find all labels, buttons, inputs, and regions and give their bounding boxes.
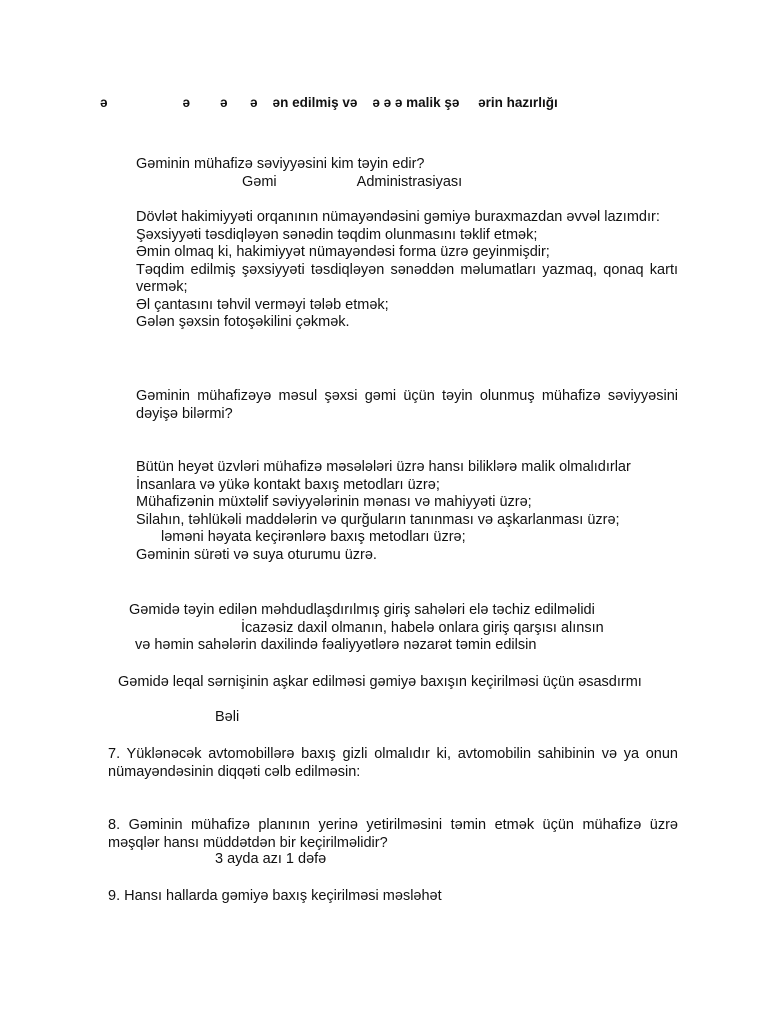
question-4-option: ləməni həyata keçirənlərə baxış metodları üzrə; (161, 529, 466, 545)
question-2-text: Dövlət hakimiyyəti orqanının nümayəndəsini gəmiyə buraxmazdan əvvəl lazımdır: (136, 209, 660, 225)
question-2-option: Gələn şəxsin fotoşəkilini çəkmək. (136, 314, 350, 330)
question-3 (136, 388, 678, 423)
question-8-text: 8. Gəminin mühafizə planının yerinə yetirilməsini təmin etmək üçün mühafizə üzrə məşqlər hansı müddətdən bir keçirilməlidir? (108, 817, 678, 851)
question-2 (136, 209, 678, 332)
question-6-text: Gəmidə leqal sərnişinin aşkar edilməsi gəmiyə baxışın keçirilməsi üçün əsasdırmı (118, 674, 642, 690)
question-1 (136, 156, 676, 191)
question-7 (108, 746, 678, 781)
question-4 (136, 459, 696, 564)
question-4-option: Silahın, təhlükəli maddələrin və qurğuların tanınması və aşkarlanması üzrə; (136, 511, 620, 528)
question-1-answer (136, 174, 676, 192)
question-5-line-1: Gəmidə təyin edilən məhdudlaşdırılmış giriş sahələri elə təchiz edilməlidi (129, 602, 595, 618)
question-7-text: 7. Yüklənəcək avtomobillərə baxış gizli olmalıdır ki, avtomobilin sahibinin və ya onun nümayəndəsinin diqqəti cəlb edilməsin: (108, 746, 678, 780)
question-6 (108, 674, 678, 692)
answer-1b: Administrasiyası (356, 173, 463, 190)
question-8 (108, 817, 678, 852)
question-2-option: Şəxsiyyəti təsdiqləyən sənədin təqdim olunmasını təklif etmək; (136, 226, 538, 243)
question-2-option: Təqdim edilmiş şəxsiyyəti təsdiqləyən sənəddən məlumatları yazmaq, qonaq kartı vermək; (136, 261, 678, 295)
question-1-text: Gəminin mühafizə səviyyəsini kim təyin edir? (136, 156, 425, 172)
question-5-line-2: İcazəsiz daxil olmanın, habelə onlara giriş qarşısı alınsın (241, 619, 604, 636)
question-9 (108, 888, 442, 906)
question-4-option: İnsanlara və yükə kontakt baxış metodları üzrə; (136, 476, 440, 493)
question-4-option: Mühafizənin müxtəlif səviyyələrinin mənası və mahiyyəti üzrə; (136, 494, 532, 510)
question-5 (129, 602, 689, 655)
question-9-text: 9. Hansı hallarda gəmiyə baxış keçirilməsi məsləhət (108, 888, 442, 904)
question-3-text: Gəminin mühafizəyə məsul şəxsi gəmi üçün təyin olunmuş mühafizə səviyyəsini dəyişə bilərmi? (136, 388, 678, 422)
question-5-line-3: və həmin sahələrin daxilində fəaliyyətlərə nəzarət təmin edilsin (135, 637, 537, 653)
question-2-option: Əmin olmaq ki, hakimiyyət nümayəndəsi forma üzrə geyinmişdir; (136, 244, 550, 260)
document-title: ə ə ə ə ən edilmiş və ə ə ə malik şə ərin hazırlığı (100, 95, 558, 110)
question-2-option: Əl çantasını təhvil verməyi tələb etmək; (136, 296, 389, 313)
question-8-answer: 3 ayda azı 1 dəfə (215, 851, 327, 867)
answer-1a: Gəmi (242, 173, 277, 190)
question-4-option: Gəminin sürəti və suya oturumu üzrə. (136, 546, 377, 563)
question-4-text: Bütün heyət üzvləri mühafizə məsələləri üzrə hansı biliklərə malik olmalıdırlar (136, 459, 631, 475)
question-6-answer: Bəli (215, 709, 240, 725)
